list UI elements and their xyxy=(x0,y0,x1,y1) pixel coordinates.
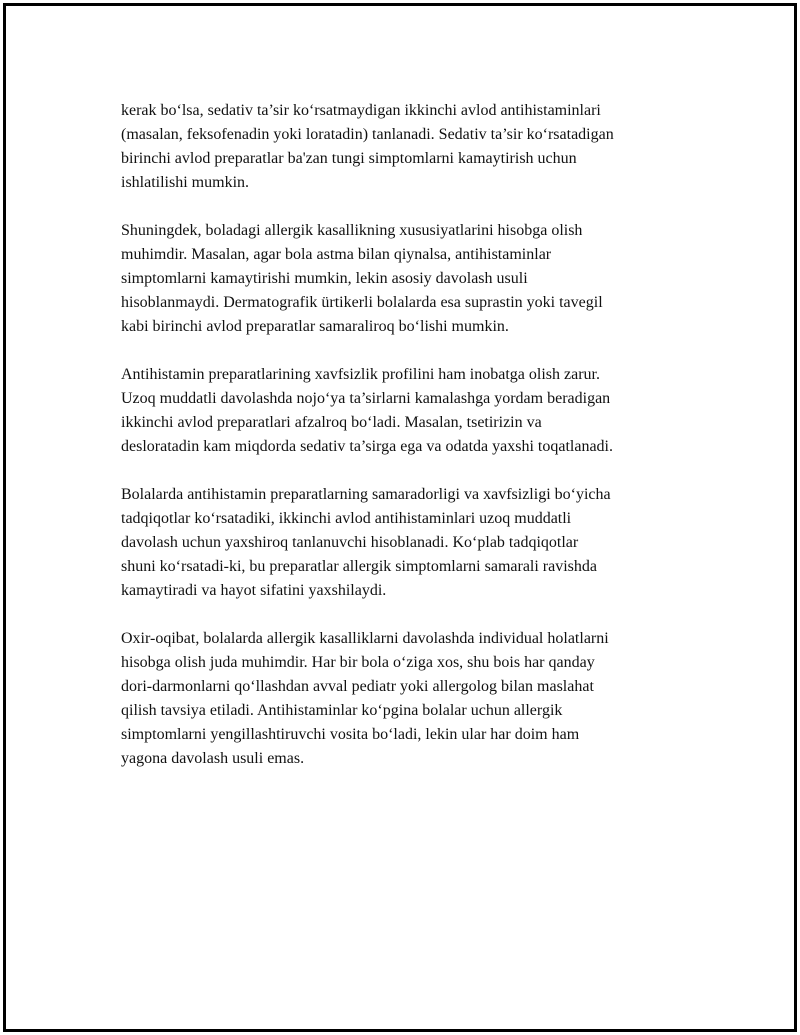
paragraph-3 xyxy=(121,363,701,459)
text-line: Antihistamin preparatlarining xavfsizlik profilini ham inobatga olish zarur. xyxy=(121,366,600,383)
text-line: tadqiqotlar ko‘rsatadiki, ikkinchi avlod antihistaminlari uzoq muddatli xyxy=(121,510,572,527)
paragraph-4 xyxy=(121,483,701,603)
text-line: davolash uchun yaxshiroq tanlanuvchi hisoblanadi. Ko‘plab tadqiqotlar xyxy=(121,534,579,551)
text-line: Oxir-oqibat, bolalarda allergik kasalliklarni davolashda individual holatlarni xyxy=(121,630,609,647)
text-line: yagona davolash usuli emas. xyxy=(121,750,305,767)
text-line: Uzoq muddatli davolashda nojo‘ya ta’sirlarni kamalashga yordam beradigan xyxy=(121,390,611,407)
text-line: simptomlarni kamaytirishi mumkin, lekin asosiy davolash usuli xyxy=(121,270,528,287)
text-line: kamaytiradi va hayot sifatini yaxshilaydi. xyxy=(121,582,387,599)
text-line: birinchi avlod preparatlar ba'zan tungi simptomlarni kamaytirish uchun xyxy=(121,150,577,167)
text-line: simptomlarni yengillashtiruvchi vosita bo‘ladi, lekin ular har doim ham xyxy=(121,726,580,743)
text-line: Bolalarda antihistamin preparatlarning samaradorligi va xavfsizligi bo‘yicha xyxy=(121,486,611,503)
text-line: (masalan, feksofenadin yoki loratadin) tanlanadi. Sedativ ta’sir ko‘rsatadigan xyxy=(121,126,614,143)
text-line: qilish tavsiya etiladi. Antihistaminlar ko‘pgina bolalar uchun allergik xyxy=(121,702,563,719)
text-line: muhimdir. Masalan, agar bola astma bilan qiynalsa, antihistaminlar xyxy=(121,246,552,263)
paragraph-5 xyxy=(121,627,701,771)
text-line: kabi birinchi avlod preparatlar samaraliroq bo‘lishi mumkin. xyxy=(121,318,509,335)
text-line: dori-darmonlarni qo‘llashdan avval pediatr yoki allergolog bilan maslahat xyxy=(121,678,594,695)
text-line: Shuningdek, boladagi allergik kasallikning xususiyatlarini hisobga olish xyxy=(121,222,583,239)
text-line: ishlatilishi mumkin. xyxy=(121,174,250,191)
text-line: hisoblanmaydi. Dermatografik ürtikerli bolalarda esa suprastin yoki tavegil xyxy=(121,294,603,311)
document-body xyxy=(121,99,701,795)
page-frame xyxy=(3,3,797,1032)
paragraph-1 xyxy=(121,99,701,195)
text-line: desloratadin kam miqdorda sedativ ta’sirga ega va odatda yaxshi toqatlanadi. xyxy=(121,438,613,455)
text-line: shuni ko‘rsatadi-ki, bu preparatlar allergik simptomlarni samarali ravishda xyxy=(121,558,598,575)
text-line: kerak bo‘lsa, sedativ ta’sir ko‘rsatmaydigan ikkinchi avlod antihistaminlari xyxy=(121,102,601,119)
text-line: ikkinchi avlod preparatlari afzalroq bo‘ladi. Masalan, tsetirizin va xyxy=(121,414,542,431)
paragraph-2 xyxy=(121,219,701,339)
text-line: hisobga olish juda muhimdir. Har bir bola o‘ziga xos, shu bois har qanday xyxy=(121,654,595,671)
